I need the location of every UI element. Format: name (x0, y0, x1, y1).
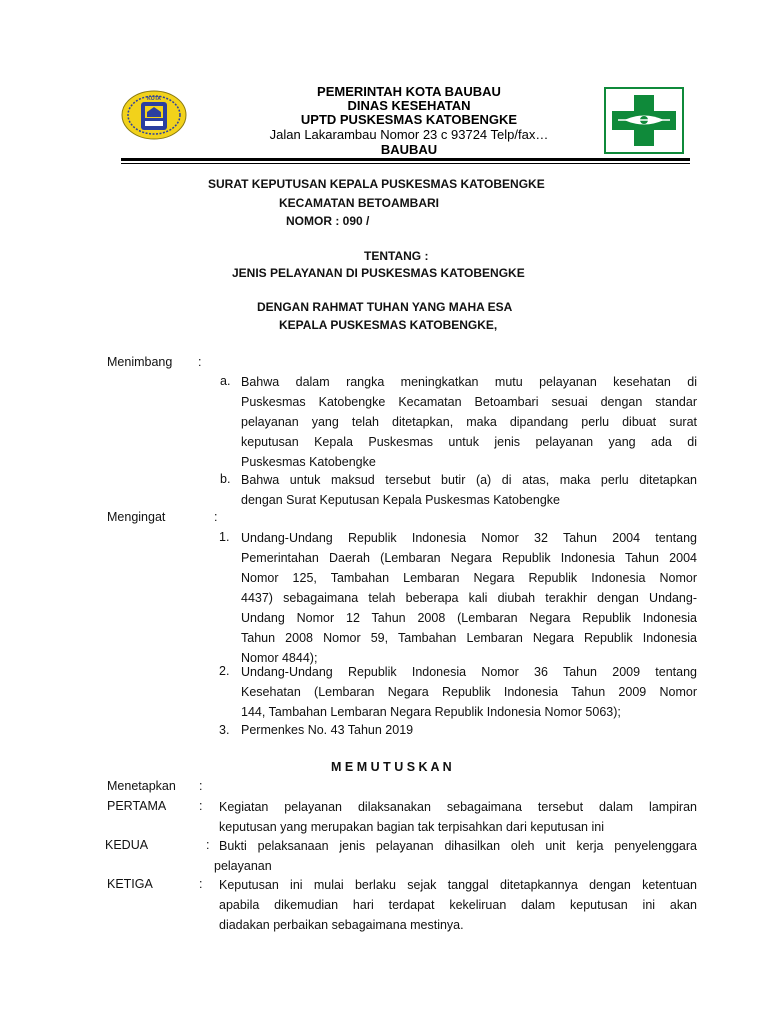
letterhead-divider-thin (121, 163, 690, 164)
text-line: Undang-Undang Republik Indonesia Nomor 32 Tahun 2004 tentang (241, 531, 697, 545)
list-marker: b. (220, 472, 231, 486)
text-line: Kesehatan (Lembaran Negara Republik Indonesia Tahun 2009 Nomor (241, 685, 697, 699)
text-line: pelayanan (214, 859, 272, 873)
text-line: Undang-Undang Republik Indonesia Nomor 36 Tahun 2009 tentang (241, 665, 697, 679)
text-line: Kegiatan pelayanan dilaksanakan sebagaimana tersebut dalam lampiran (219, 800, 697, 814)
menimbang-label: Menimbang (107, 355, 173, 369)
text-line: Puskesmas Katobengke (241, 455, 376, 469)
decision-colon: : (199, 799, 203, 813)
text-line: keputusan yang merupakan bagian tak terpisahkan dari keputusan ini (219, 820, 604, 834)
text-line: apabila dikemudian hari terdapat kekeliruan dalam keputusan ini akan (219, 898, 697, 912)
list-marker: a. (220, 374, 231, 388)
department-name: DINAS KESEHATAN (347, 98, 471, 113)
address: Jalan Lakarambau Nomor 23 c 93724 Telp/fax… (269, 127, 549, 142)
city-name: BAUBAU (380, 142, 438, 157)
menimbang-item-a (241, 372, 697, 472)
district-title: KECAMATAN BETOAMBARI (279, 196, 439, 210)
kepala-line: KEPALA PUSKESMAS KATOBENGKE, (279, 318, 498, 332)
memutuskan-heading: M E M U T U S K A N (331, 760, 452, 774)
letterhead-divider (121, 158, 690, 161)
text-line: keputusan Kepala Puskesmas untuk jenis pelayanan yang ada di (241, 435, 697, 449)
decision-pertama (219, 797, 697, 837)
decision-label-kedua: KEDUA (105, 838, 149, 852)
text-line: Undang Nomor 12 Tahun 2008 (Lembaran Negara Republik Indonesia (241, 611, 697, 625)
menetapkan-colon: : (199, 779, 203, 793)
text-line: Puskesmas Katobengke Kecamatan Betoambari sesuai dengan standar (241, 395, 697, 409)
decree-number: NOMOR : 090 / (286, 214, 370, 228)
mengingat-item-1 (241, 528, 697, 668)
text-line: Bahwa dalam rangka meningkatkan mutu pelayanan kesehatan di (241, 375, 697, 389)
rahmat-line: DENGAN RAHMAT TUHAN YANG MAHA ESA (257, 300, 513, 314)
text-line: Keputusan ini mulai berlaku sejak tanggal ditetapkannya dengan ketentuan (219, 878, 697, 892)
text-line: pelayanan yang telah ditetapkan, maka dipandang perlu dibuat surat (241, 415, 697, 429)
decision-colon: : (199, 877, 203, 891)
list-marker: 1. (219, 530, 230, 544)
decision-label-ketiga: KETIGA (107, 877, 153, 891)
mengingat-item-3: Permenkes No. 43 Tahun 2019 (241, 723, 414, 737)
mengingat-colon: : (214, 510, 218, 524)
unit-name: UPTD PUSKESMAS KATOBENGKE (300, 112, 518, 127)
menetapkan-label: Menetapkan (107, 779, 176, 793)
government-name: PEMERINTAH KOTA BAUBAU (317, 84, 501, 99)
menimbang-item-b (241, 470, 697, 510)
text-line: 4437) sebagaimana telah beberapa kali diubah terakhir dengan Undang- (241, 591, 697, 605)
tentang-label: TENTANG : (364, 249, 429, 263)
text-line: Nomor 125, Tambahan Lembaran Negara Republik Indonesia Nomor (241, 571, 697, 585)
text-line: Nomor 4844); (241, 651, 318, 665)
decision-label-pertama: PERTAMA (107, 799, 167, 813)
text-line: Bahwa untuk maksud tersebut butir (a) di atas, maka perlu ditetapkan (241, 473, 697, 487)
emblem-top-text: KOTA (147, 96, 161, 102)
decision-ketiga (219, 875, 697, 935)
decision-kedua (214, 836, 697, 876)
health-cross-logo (604, 87, 684, 154)
text-line: Pemerintahan Daerah (Lembaran Negara Republik Indonesia Tahun 2004 (241, 551, 697, 565)
menimbang-colon: : (198, 355, 202, 369)
text-line: diadakan perbaikan sebagaimana mestinya. (219, 918, 464, 932)
list-marker: 3. (219, 723, 230, 737)
decree-title: SURAT KEPUTUSAN KEPALA PUSKESMAS KATOBENGKE (208, 177, 545, 191)
decree-subject: JENIS PELAYANAN DI PUSKESMAS KATOBENGKE (232, 266, 525, 280)
decision-colon: : (206, 838, 210, 852)
mengingat-label: Mengingat (107, 510, 166, 524)
text-line: Tahun 2008 Nomor 59, Tambahan Lembaran Negara Republik Indonesia (241, 631, 697, 645)
text-line: Bukti pelaksanaan jenis pelayanan dihasilkan oleh unit kerja penyelenggara (219, 839, 697, 853)
mengingat-item-2 (241, 662, 697, 722)
text-line: 144, Tambahan Lembaran Negara Republik Indonesia Nomor 5063); (241, 705, 621, 719)
list-marker: 2. (219, 664, 230, 678)
text-line: dengan Surat Keputusan Kepala Puskesmas Katobengke (241, 493, 560, 507)
